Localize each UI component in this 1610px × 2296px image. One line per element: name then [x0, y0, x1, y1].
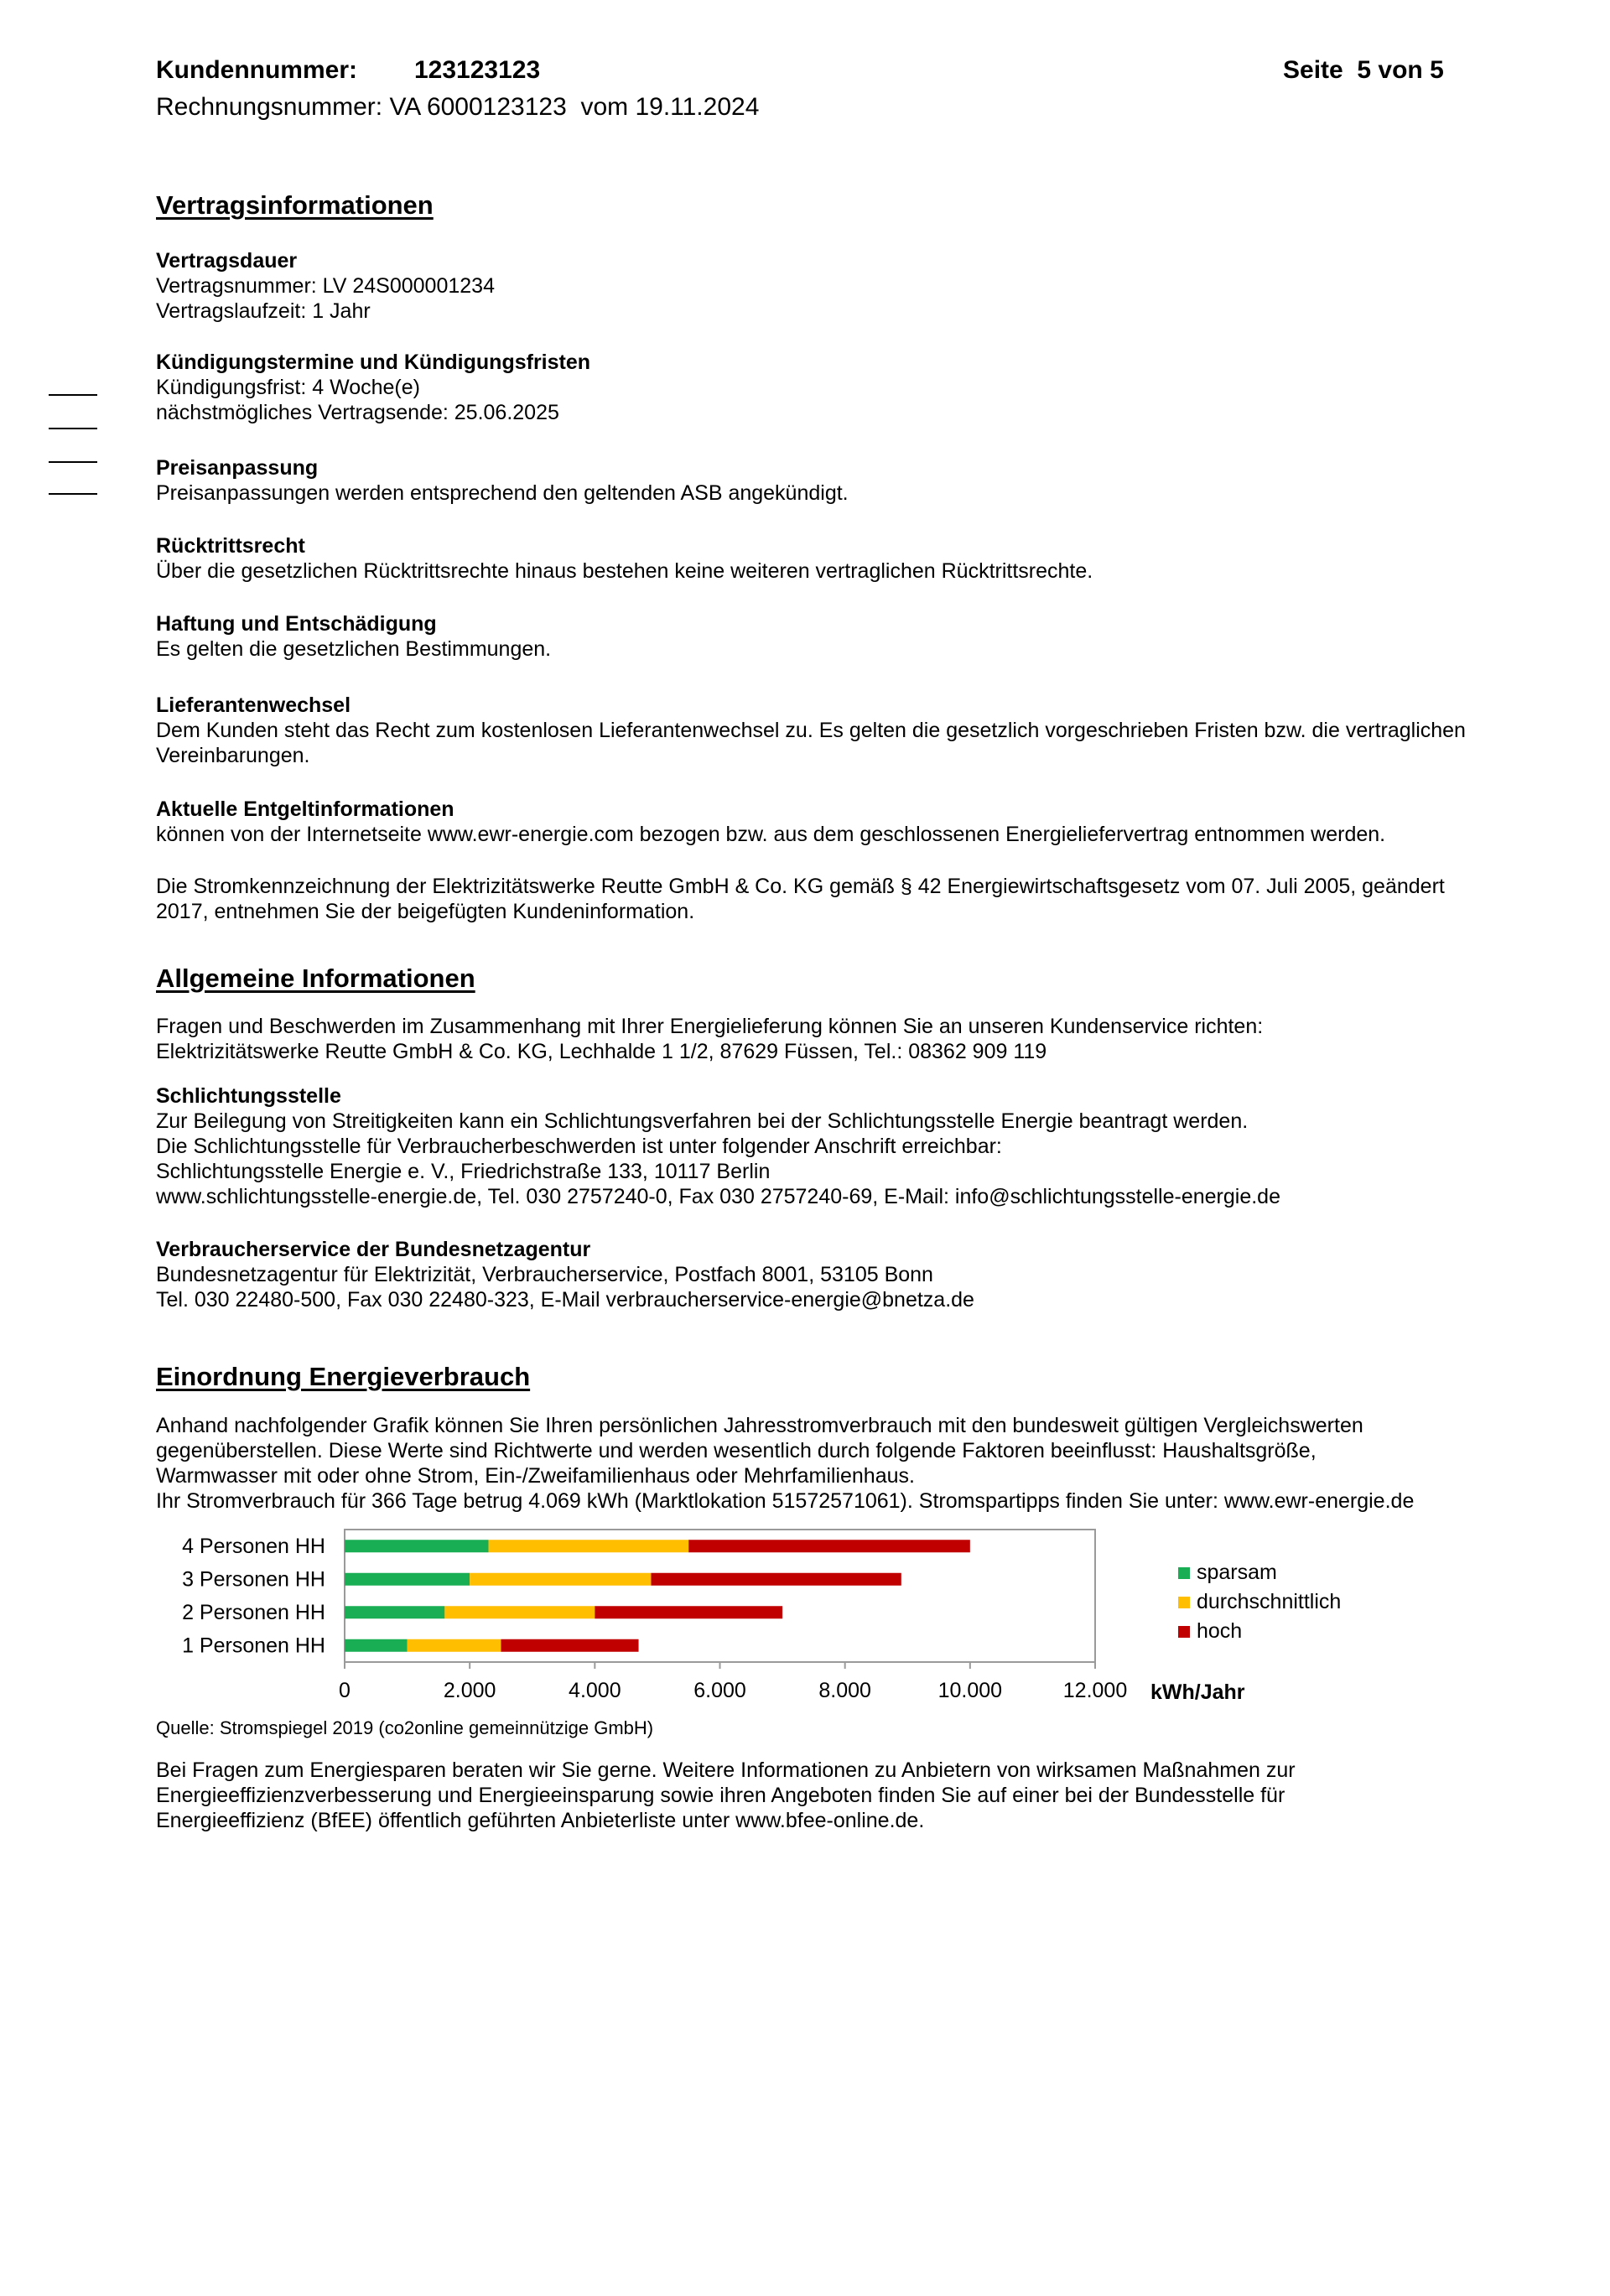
invoice-number: Rechnungsnummer: VA 6000123123 vom 19.11.2024 — [156, 93, 760, 121]
bar-segment-hoch — [651, 1573, 901, 1586]
legend-swatch — [1178, 1626, 1190, 1638]
arbitration-contact: www.schlichtungsstelle-energie.de, Tel. 030 2757240-0, Fax 030 2757240-69, E-Mail: info@schlichtungsstelle-energie.de — [156, 1185, 1280, 1208]
energy-closing — [156, 1758, 1531, 1833]
chart-source: Quelle: Stromspiegel 2019 (co2online gemeinnützige GmbH) — [156, 1717, 654, 1738]
energy-closing-text: Energieeffizienz (BfEE) öffentlich geführten Anbieterliste unter www.bfee-online.de. — [156, 1809, 925, 1832]
legend-item-hoch — [1178, 1618, 1242, 1644]
energy-intro-text: gegenüberstellen. Diese Werte sind Richtwerte und werden wesentlich durch folgende Faktoren beeinflusst: Haushaltsgröße, — [156, 1439, 1317, 1462]
x-tick-label: 0 — [339, 1679, 351, 1702]
supplier-change-text: Dem Kunden steht das Recht zum kostenlosen Lieferantenwechsel zu. Es gelten die gesetzlich vorgeschrieben Fristen bzw. die vertraglichen — [156, 719, 1466, 742]
fold-mark — [49, 461, 97, 463]
contract-duration-section — [156, 248, 1531, 324]
agency-title: Verbraucherservice der Bundesnetzagentur — [156, 1238, 591, 1261]
bar-segment-sparsam — [345, 1573, 470, 1586]
general-intro-text: Elektrizitätswerke Reutte GmbH & Co. KG, Lechhalde 1 1/2, 87629 Füssen, Tel.: 08362 909 119 — [156, 1040, 1047, 1063]
termination-notice: Kündigungsfrist: 4 Woche(e) — [156, 376, 420, 399]
supplier-change-section — [156, 693, 1531, 768]
arbitration-text: Die Schlichtungsstelle für Verbraucherbeschwerden ist unter folgender Anschrift erreichbar: — [156, 1135, 1002, 1158]
category-label: 4 Personen HH — [182, 1534, 325, 1558]
termination-end: nächstmögliches Vertragsende: 25.06.2025 — [156, 401, 559, 424]
contract-heading: Vertragsinformationen — [156, 190, 434, 220]
labeling-text: 2017, entnehmen Sie der beigefügten Kundeninformation. — [156, 900, 695, 923]
agency-section — [156, 1237, 1531, 1312]
category-label: 1 Personen HH — [182, 1634, 325, 1658]
arbitration-address: Schlichtungsstelle Energie e. V., Friedrichstraße 133, 10117 Berlin — [156, 1160, 771, 1183]
bar-segment-hoch — [688, 1540, 970, 1552]
arbitration-text: Zur Beilegung von Streitigkeiten kann ein Schlichtungsverfahren bei der Schlichtungsstelle Energie beantragt werden. — [156, 1109, 1249, 1133]
liability-section — [156, 611, 1531, 662]
x-tick-label: 10.000 — [937, 1679, 1003, 1702]
category-label: 2 Personen HH — [182, 1600, 325, 1624]
arbitration-section — [156, 1083, 1531, 1209]
arbitration-title: Schlichtungsstelle — [156, 1084, 341, 1108]
contract-number: Vertragsnummer: LV 24S000001234 — [156, 274, 495, 298]
bar-segment-durchschnittlich — [408, 1639, 501, 1652]
termination-section — [156, 350, 1531, 425]
legend-item-sparsam — [1178, 1560, 1277, 1585]
energy-intro-text: Anhand nachfolgender Grafik können Sie Ihren persönlichen Jahresstromverbrauch mit den bundesweit gültigen Vergleichswerten — [156, 1414, 1363, 1437]
withdrawal-title: Rücktrittsrecht — [156, 534, 305, 558]
x-axis-label: kWh/Jahr — [1150, 1680, 1245, 1704]
x-tick-label: 12.000 — [1062, 1679, 1128, 1702]
price-adjustment-text: Preisanpassungen werden entsprechend den geltenden ASB angekündigt. — [156, 481, 849, 505]
x-tick-label: 8.000 — [818, 1679, 871, 1702]
fees-text: können von der Internetseite www.ewr-energie.com bezogen bzw. aus dem geschlossenen Energieliefervertrag entnommen werden. — [156, 823, 1386, 846]
energy-closing-text: Bei Fragen zum Energiesparen beraten wir Sie gerne. Weitere Informationen zu Anbietern von wirksamen Maßnahmen zur — [156, 1758, 1296, 1782]
termination-title: Kündigungstermine und Kündigungsfristen — [156, 351, 591, 374]
liability-title: Haftung und Entschädigung — [156, 612, 437, 636]
category-label: 3 Personen HH — [182, 1567, 325, 1592]
x-tick-label: 4.000 — [569, 1679, 621, 1702]
fold-mark — [49, 394, 97, 396]
price-adjustment-section — [156, 455, 1531, 506]
legend-swatch — [1178, 1567, 1190, 1579]
withdrawal-section — [156, 533, 1531, 584]
legend-item-durchschnittlich — [1178, 1589, 1341, 1614]
general-heading: Allgemeine Informationen — [156, 964, 475, 993]
page-number: Seite 5 von 5 — [1283, 56, 1444, 84]
bar-segment-sparsam — [345, 1606, 444, 1618]
fees-section — [156, 797, 1531, 847]
labeling-text: Die Stromkennzeichnung der Elektrizitätswerke Reutte GmbH & Co. KG gemäß § 42 Energiewirtschaftsgesetz vom 07. Juli 2005, geändert — [156, 875, 1445, 898]
agency-address: Bundesnetzagentur für Elektrizität, Verbraucherservice, Postfach 8001, 53105 Bonn — [156, 1263, 933, 1286]
price-adjustment-title: Preisanpassung — [156, 456, 319, 480]
bar-segment-hoch — [595, 1606, 782, 1618]
energy-consumption-text: Ihr Stromverbrauch für 366 Tage betrug 4.069 kWh (Marktlokation 51572571061). Stromspartipps finden Sie unter: www.ewr-energie.de — [156, 1489, 1415, 1513]
legend-label: hoch — [1197, 1619, 1243, 1643]
contract-term: Vertragslaufzeit: 1 Jahr — [156, 299, 371, 323]
energy-intro — [156, 1413, 1531, 1514]
general-intro-text: Fragen und Beschwerden im Zusammenhang mit Ihrer Energielieferung können Sie an unseren Kundenservice richten: — [156, 1015, 1264, 1038]
customer-number: 123123123 — [414, 56, 541, 84]
bar-segment-durchschnittlich — [444, 1606, 595, 1618]
labeling-paragraph — [156, 874, 1531, 924]
energy-intro-text: Warmwasser mit oder ohne Strom, Ein-/Zweifamilienhaus oder Mehrfamilienhaus. — [156, 1464, 915, 1488]
legend-swatch — [1178, 1597, 1190, 1608]
energy-closing-text: Energieeffizienzverbesserung und Energieeinsparung sowie ihren Angeboten finden Sie auf einer bei der Bundesstelle für — [156, 1784, 1285, 1807]
general-intro — [156, 1014, 1531, 1064]
contract-duration-title: Vertragsdauer — [156, 249, 298, 273]
liability-text: Es gelten die gesetzlichen Bestimmungen. — [156, 637, 552, 661]
bar-segment-sparsam — [345, 1639, 408, 1652]
bar-segment-durchschnittlich — [489, 1540, 689, 1552]
withdrawal-text: Über die gesetzlichen Rücktrittsrechte hinaus bestehen keine weiteren vertraglichen Rücktrittsrechte. — [156, 559, 1093, 583]
legend-label: sparsam — [1197, 1561, 1277, 1584]
fold-mark — [49, 428, 97, 429]
bar-segment-hoch — [501, 1639, 638, 1652]
bar-segment-durchschnittlich — [470, 1573, 651, 1586]
fees-title: Aktuelle Entgeltinformationen — [156, 797, 454, 821]
x-tick-label: 6.000 — [693, 1679, 746, 1702]
supplier-change-title: Lieferantenwechsel — [156, 693, 351, 717]
bar-segment-sparsam — [345, 1540, 489, 1552]
x-tick-label: 2.000 — [443, 1679, 496, 1702]
energy-heading: Einordnung Energieverbrauch — [156, 1362, 531, 1391]
legend-label: durchschnittlich — [1197, 1590, 1342, 1613]
supplier-change-text: Vereinbarungen. — [156, 744, 310, 767]
customer-number-label: Kundennummer: — [156, 56, 357, 84]
agency-contact: Tel. 030 22480-500, Fax 030 22480-323, E-Mail verbraucherservice-energie@bnetza.de — [156, 1288, 974, 1312]
fold-mark — [49, 493, 97, 495]
